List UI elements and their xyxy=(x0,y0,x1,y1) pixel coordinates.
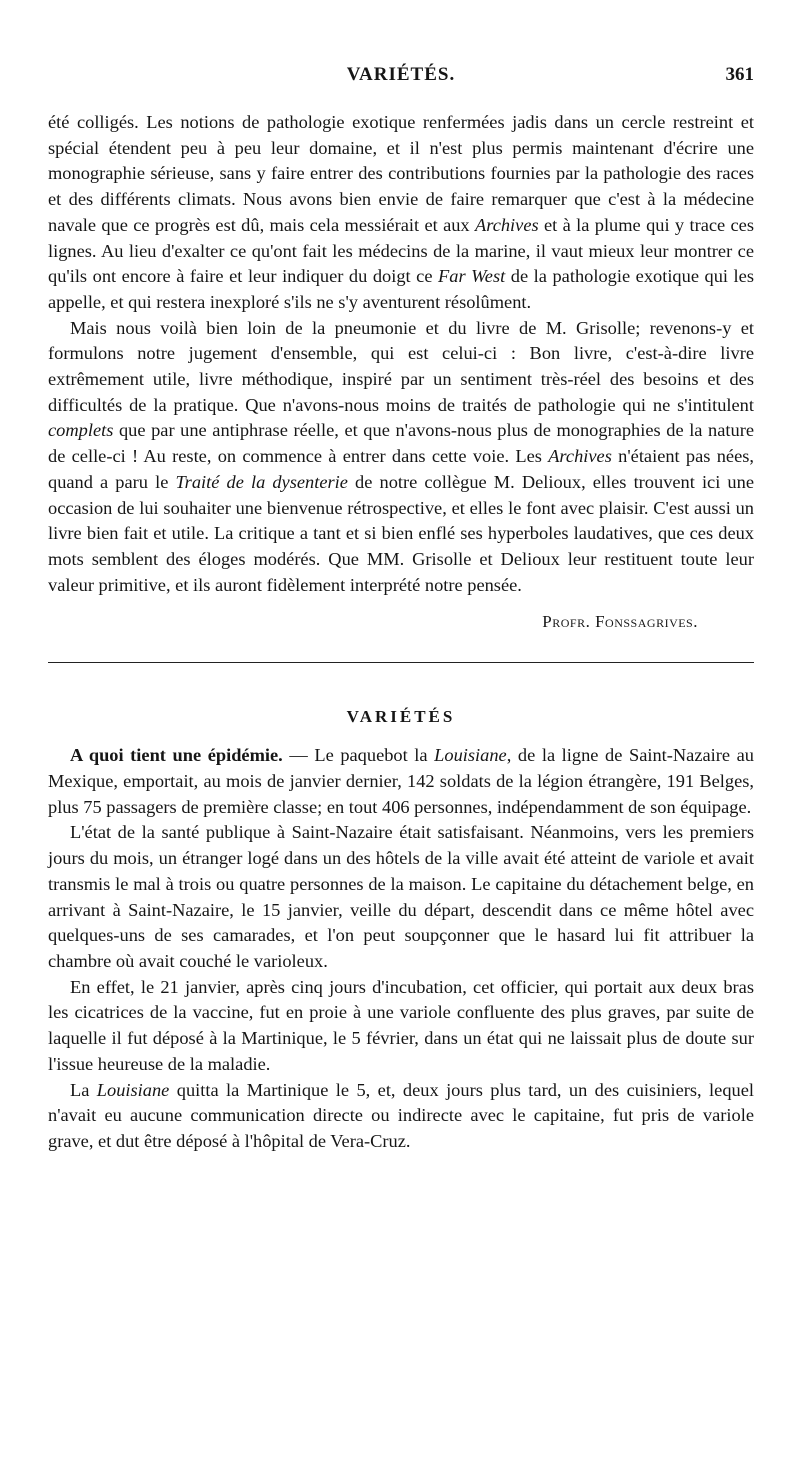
section-heading: VARIÉTÉS xyxy=(346,707,456,727)
review-continuation xyxy=(48,110,754,632)
italic-run: Traité de la dysenterie xyxy=(175,471,348,492)
section-paragraph-1-text: — Le paquebot la Louisiane, de la ligne de Saint-Nazaire au Mexique, emportait, au mois de janvier dernier, 142 soldats de la légion étrangère, 191 Belges, plus 75 passagers de première classe; en tout 406 personnes, indépendamment de son équipage. xyxy=(48,745,754,817)
review-paragraph-2: Mais nous voilà bien loin de la pneumonie et du livre de M. Grisolle; revenons-y et formulons notre jugement d'ensemble, qui est celui-ci : Bon livre, c'est-à-dire livre extrêmement utile, livre méthodique, inspiré par un sentiment très-réel des besoins et des difficultés de la pratique. Que n'avons-nous moins de traités de pathologie qui ne s'intitulent complets que par une antiphrase réelle, et que n'avons-nous plus de monographies de la nature de celle-ci ! Au reste, on commence à entrer dans cette voie. Les Archives n'étaient pas nées, quand a paru le Traité de la dysenterie de notre collègue M. Delioux, elles trouvent ici une occasion de lui souhaiter une bienvenue rétrospective, et elles le font avec plaisir. C'est aussi un livre bien fait et utile. La critique a tant et si bien enflé ses hyperboles laudatives, que ces deux mots semblent des éloges modérés. Que MM. Grisolle et Delioux leur restituent toute leur valeur primitive, et ils auront fidèlement interprété notre pensée. xyxy=(48,317,754,595)
section-paragraph-4: La Louisiane quitta la Martinique le 5, et, deux jours plus tard, un des cuisiniers, lequel n'avait eu aucune communication directe ou indirecte avec le capitaine, fut pris de variole grave, et dut être déposé à l'hôpital de Vera-Cruz. xyxy=(48,1079,754,1151)
section-paragraph-3: En effet, le 21 janvier, après cinq jours d'incubation, cet officier, qui portait aux deux bras les cicatrices de la vaccine, fut en proie à une variole confluente des plus graves, par suite de laquelle il fut déposé à la Martinique, le 5 février, dans un état qui ne laissait plus de doute sur l'issue heureuse de la maladie. xyxy=(48,976,754,1074)
running-head xyxy=(48,64,754,94)
section-article xyxy=(48,743,754,1154)
body-text xyxy=(48,110,754,1155)
section-divider-rule xyxy=(48,662,754,663)
article-lead-phrase: A quoi tient une épidémie. xyxy=(70,745,283,766)
section-paragraph-1 xyxy=(48,743,754,820)
italic-run: Archives xyxy=(474,214,539,235)
italic-run: Louisiane xyxy=(96,1079,170,1100)
italic-run: Far West xyxy=(438,266,506,287)
section-paragraph-2: L'état de la santé publique à Saint-Nazaire était satisfaisant. Néanmoins, vers les premiers jours du mois, un étranger logé dans un des hôtels de la ville avait été atteint de variole et avait transmis le mal à trois ou quatre personnes de la maison. Le capitaine du détachement belge, en arrivant à Saint-Nazaire, le 15 janvier, veille du départ, descendit dans ce même hôtel avec quelques-uns de ses camarades, et l'on peut soupçonner que le hasard lui fit attribuer la chambre où avait couché le varioleux. xyxy=(48,822,754,971)
italic-run: Louisiane xyxy=(434,745,507,766)
italic-run: Archives xyxy=(548,446,612,467)
page-number: 361 xyxy=(725,64,754,85)
review-signature: Profr. Fonssagrives. xyxy=(542,612,698,632)
italic-run: complets xyxy=(48,420,114,441)
review-paragraph-1: été colligés. Les notions de pathologie exotique renfermées jadis dans un cercle restreint et spécial étendent peu à peu leur domaine, et il n'est plus permis maintenant d'écrire une monographie sérieuse, sans y faire entrer des contributions fournies par la pathologie des races et des différents climats. Nous avons bien envie de faire remarquer que c'est à la médecine navale que ce progrès est dû, mais cela messiérait et aux Archives et à la plume qui y trace ces lignes. Au lieu d'exalter ce qu'ont fait les médecins de la marine, il vaut mieux leur montrer ce qu'ils ont encore à faire et leur indiquer du doigt ce Far West de la pathologie exotique qui les appelle, et qui restera inexploré s'ils ne s'y aventurent résolûment. xyxy=(48,112,755,312)
running-title: VARIÉTÉS. xyxy=(346,64,456,85)
